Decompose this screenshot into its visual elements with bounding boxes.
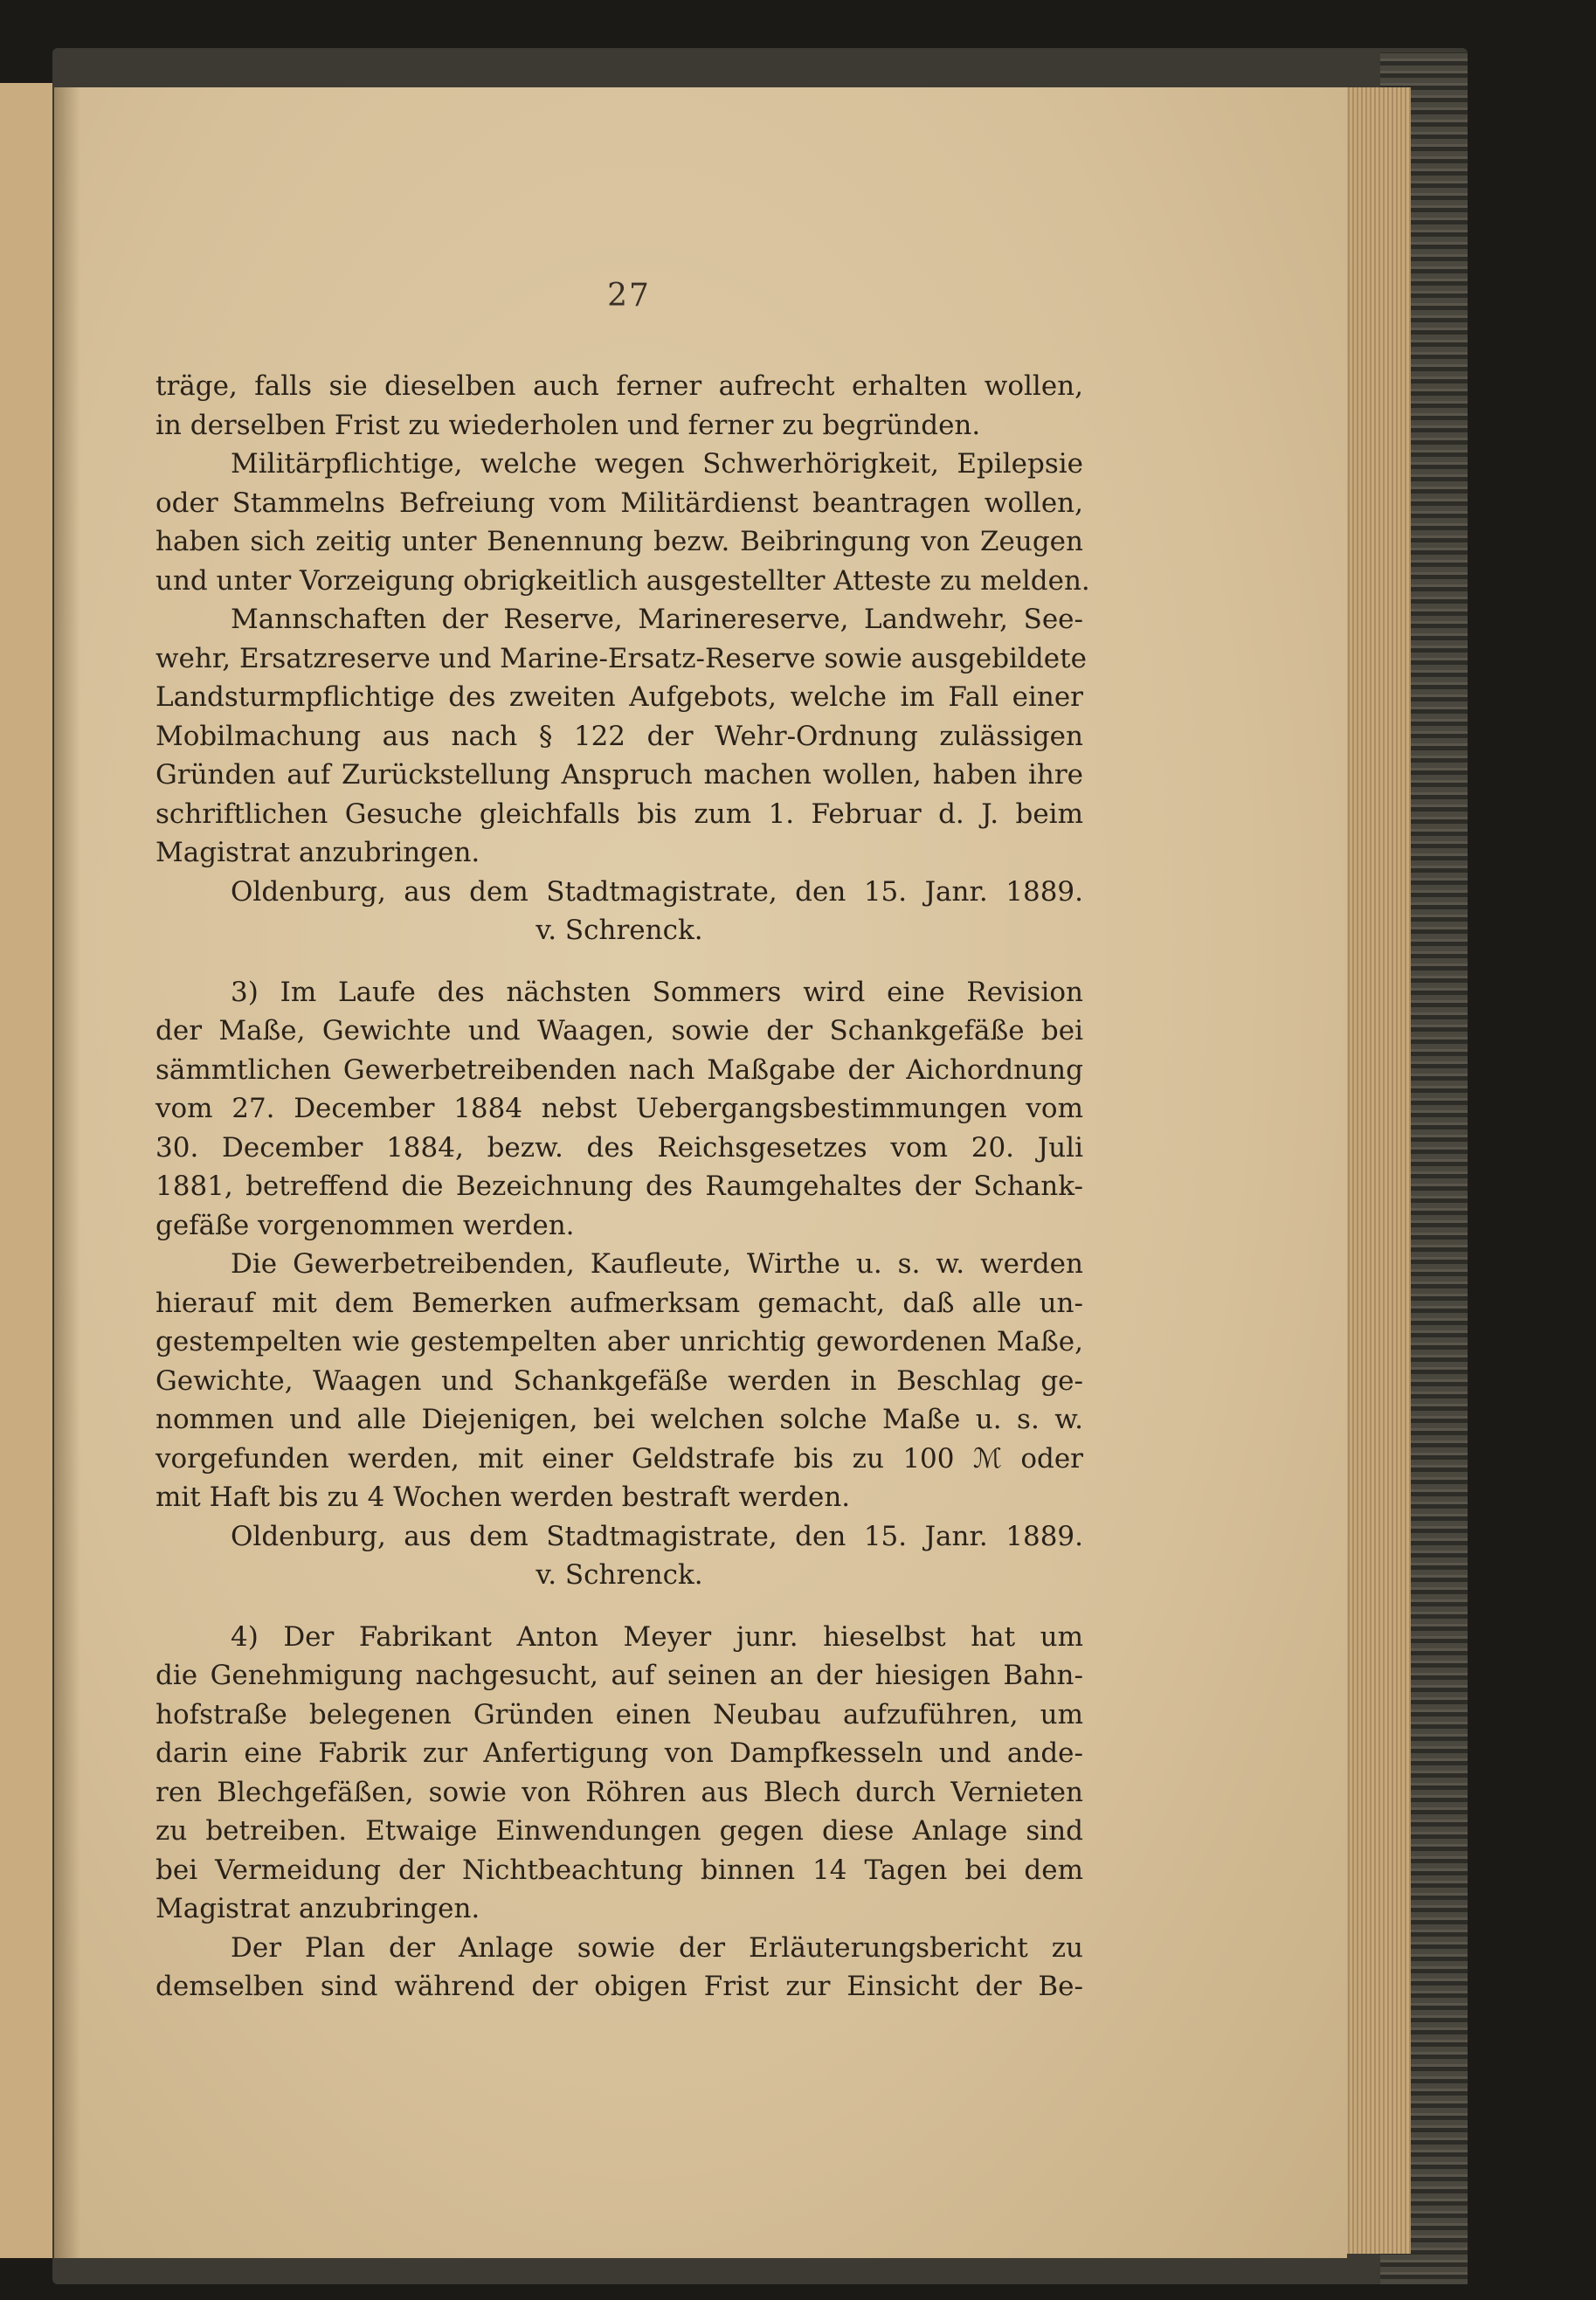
signature-name: v. Schrenck. <box>535 915 703 946</box>
text-line: sämmtlichen Gewerbetreibenden nach Maßgabe der Aichordnung <box>155 1053 1083 1086</box>
text-line: in derselben Frist zu wiederholen und ferner zu begründen. <box>155 409 981 441</box>
text-line: oder Stammelns Befreiung vom Militärdienst beantragen wollen, <box>155 487 1083 519</box>
text-line: hierauf mit dem Bemerken aufmerksam gemacht, daß alle un- <box>155 1287 1083 1319</box>
signature-name: v. Schrenck. <box>535 1559 703 1591</box>
page-number: 27 <box>607 278 651 314</box>
text-line: mit Haft bis zu 4 Wochen werden bestraft werden. <box>155 1482 851 1513</box>
text-line: 3) Im Laufe des nächsten Sommers wird eine Revision <box>231 976 1083 1008</box>
text-line: bei Vermeidung der Nichtbeachtung binnen 14 Tagen bei dem <box>155 1854 1083 1886</box>
page-gutter-shadow <box>54 87 80 2258</box>
text-line: demselben sind während der obigen Frist zur Einsicht der Be- <box>155 1971 1083 2002</box>
text-line: Magistrat anzubringen. <box>155 1893 480 1924</box>
text-line: Mobilmachung aus nach § 122 der Wehr-Ordnung zulässigen <box>155 720 1083 752</box>
text-line: 1881, betreffend die Bezeichnung des Raumgehaltes der Schank- <box>155 1171 1083 1202</box>
text-line: zu betreiben. Etwaige Einwendungen gegen diese Anlage sind <box>155 1815 1083 1847</box>
signature-place-date: Oldenburg, aus dem Stadtmagistrate, den 15. Janr. 1889. <box>231 1520 1083 1552</box>
text-line: 4) Der Fabrikant Anton Meyer junr. hieselbst hat um <box>231 1620 1083 1653</box>
text-line: und unter Vorzeigung obrigkeitlich ausgestellter Atteste zu melden. <box>155 564 1090 597</box>
text-line: träge, falls sie dieselben auch ferner aufrecht erhalten wollen, <box>155 370 1083 402</box>
page-text <box>155 367 1090 2006</box>
text-line: die Genehmigung nachgesucht, auf seinen an der hiesigen Bahn- <box>155 1660 1083 1691</box>
text-line: wehr, Ersatzreserve und Marine-Ersatz-Reserve sowie ausgebildete <box>155 642 1087 674</box>
signature-place-date: Oldenburg, aus dem Stadtmagistrate, den 15. Janr. 1889. <box>231 875 1083 908</box>
page-stack-edge <box>1341 87 1411 2254</box>
text-line: Mannschaften der Reserve, Marinereserve, Landwehr, See- <box>231 604 1083 635</box>
text-line: ren Blechgefäßen, sowie von Röhren aus Blech durch Vernieten <box>155 1776 1083 1808</box>
text-line: haben sich zeitig unter Benennung bezw. Beibringung von Zeugen <box>155 526 1083 557</box>
text-line: schriftlichen Gesuche gleichfalls bis zum 1. Februar d. J. beim <box>155 798 1083 830</box>
text-line: Der Plan der Anlage sowie der Erläuterungsbericht zu <box>231 1931 1083 1964</box>
text-line: Die Gewerbetreibenden, Kaufleute, Wirthe u. s. w. werden <box>231 1248 1083 1280</box>
text-line: Landsturmpflichtige des zweiten Aufgebots, welche im Fall einer <box>155 681 1083 713</box>
text-line: 30. December 1884, bezw. des Reichsgesetzes vom 20. Juli <box>155 1131 1083 1164</box>
text-line: Gewichte, Waagen und Schankgefäße werden in Beschlag ge- <box>155 1364 1083 1397</box>
text-line: vom 27. December 1884 nebst Uebergangsbestimmungen vom <box>155 1093 1083 1124</box>
text-line: darin eine Fabrik zur Anfertigung von Dampfkesseln und ande- <box>155 1737 1083 1769</box>
text-line: nommen und alle Diejenigen, bei welchen solche Maße u. s. w. <box>155 1404 1083 1435</box>
text-line: Militärpflichtige, welche wegen Schwerhörigkeit, Epilepsie <box>231 448 1083 480</box>
text-line: vorgefunden werden, mit einer Geldstrafe bis zu 100 ℳ oder <box>155 1442 1083 1475</box>
text-line: hofstraße belegenen Gründen einen Neubau aufzuführen, um <box>155 1698 1083 1730</box>
text-line: Magistrat anzubringen. <box>155 837 480 868</box>
text-line: gefäße vorgenommen werden. <box>155 1209 575 1241</box>
text-line: der Maße, Gewichte und Waagen, sowie der Schankgefäße bei <box>155 1015 1083 1046</box>
text-line: gestempelten wie gestempelten aber unrichtig gewordenen Maße, <box>155 1326 1083 1357</box>
text-line: Gründen auf Zurückstellung Anspruch machen wollen, haben ihre <box>155 759 1083 791</box>
